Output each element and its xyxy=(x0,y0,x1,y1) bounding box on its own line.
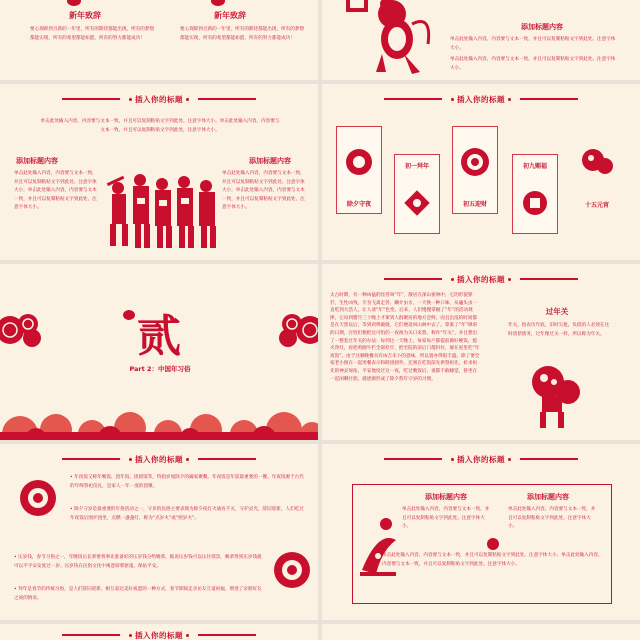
cloud-ornament-icon xyxy=(272,310,318,350)
right-heading: 添加标题内容 xyxy=(249,157,291,165)
custom-bullet-2: • 除夕守岁是最重要的年俗活动之一，守岁的民俗主要表现为除夕夜灯火通宵不灭，守护灵光，辞旧迎新，人们吃过年夜饭后围炉团坐，点燃一盏盏灯，称为“点岁火”或“照岁火”。 xyxy=(70,507,304,521)
festival-card-2[interactable] xyxy=(394,154,440,234)
slide-thumbnail-customs-list[interactable] xyxy=(0,444,318,620)
slide-header xyxy=(322,92,640,106)
left-speech-title: 新年致辞 xyxy=(69,11,101,20)
right-body: 单击此处输入内容，内容要与文本一致，并且可以复制粘贴文字到此处。注意字体大小。 xyxy=(508,507,596,530)
custom-bullet-3: • 压岁钱，春节习俗之一，年晚饭后长辈要将事先准备好的压岁钱分给晚辈，据说压岁钱可以压住邪祟，晚辈得到压岁钱就可以平平安安度过一岁。压岁钱在民俗文化中寓意辟邪驱鬼，保佑平安。 xyxy=(14,555,262,569)
cloud-ornament-icon xyxy=(0,310,48,350)
festival-card-label: 十五元宵 xyxy=(584,202,609,209)
year-pass-title: 过年关 xyxy=(545,307,569,316)
right-speech-text: 要心现即到百新的一年里，所有的期待都能出现，所有的梦想都能实现，所有的希望都能如愿，所有的努力都能成功！ xyxy=(180,27,305,41)
slide-header xyxy=(0,92,318,106)
festival-card-1[interactable] xyxy=(336,126,382,214)
papercut-lion-icon xyxy=(579,144,615,180)
festival-card-label: 初一拜年 xyxy=(404,163,429,170)
festival-card-label: 除夕守夜 xyxy=(346,201,371,208)
papercut-line-1: 单击此处输入内容，内容要与文本一致，并且可以复制粘贴文字到此处。注意字体大小。 xyxy=(450,37,616,51)
left-body: 单击此处输入内容，内容要与文本一致，并且可以复制粘贴文字到此处。注意字体大小，单击此处输入内容，内容要与文本一致，并且可以复制粘贴文字到此处，注意字体大小。 xyxy=(14,171,97,211)
slide-title: 插入你的标题 xyxy=(135,454,183,464)
lion-dance-papercut-icon xyxy=(522,362,588,432)
part-subtitle: Part 2：中国年习俗 xyxy=(129,365,191,373)
papercut-line-2: 单击此处输入内容，内容要与文本一致，并且可以复制粘贴文字到此处。注意字体大小。 xyxy=(450,57,616,71)
papercut-fan-icon xyxy=(18,478,58,518)
papercut-blessing-icon xyxy=(520,188,550,218)
slide-title: 插入你的标题 xyxy=(135,94,183,104)
papercut-subtitle: 添加标题内容 xyxy=(521,23,563,31)
slide-header xyxy=(322,452,640,466)
festival-card-3[interactable] xyxy=(452,126,498,214)
papercut-flower-icon xyxy=(344,147,374,177)
mouse-papercut-icon xyxy=(342,0,437,80)
slide-title: 插入你的标题 xyxy=(457,274,505,284)
festival-card-5[interactable] xyxy=(572,126,622,214)
wave-cloud-footer-icon xyxy=(0,394,318,440)
festival-card-4[interactable] xyxy=(512,154,558,234)
slide-thumbnail-partial-right[interactable] xyxy=(322,624,640,640)
slide-thumbnail-mouse-papercut[interactable] xyxy=(322,0,640,80)
slide-header xyxy=(322,272,640,286)
slide-thumbnail-musicians[interactable] xyxy=(0,84,318,260)
year-pass-text: 年关，指农历年底，旧时欠租、负债的人必须在这时清偿债务，过年像过关一样，所以称为年关。 xyxy=(508,323,610,337)
slide-header xyxy=(0,452,318,466)
lantern-icon xyxy=(66,0,82,8)
slide-thumbnail-new-year-speech[interactable] xyxy=(0,0,318,80)
legend-text: 太古时期，有一种凶猛的怪兽叫“年”，散居在深山密林中，它的形貌狰狞，生性凶残，专食飞禽走兽、鳞介虫豸，一天换一种口味，从磕头虫一直吃到大活人，让人谈“年”色变。后来，人们慢慢掌握了“年”的活动规律，它每到腊月三十晚上才窜到人群聚居的地方尝鲜，而且出没的时间都是在天黑以后，等到鸡鸣破晓，它们便返回山林中去了。算准了“年”肆虐的日期，百姓们便把这可怕的一夜视为关口来煞，称作“年关”，并且想出了一整套过年关的办法：每到这一天晚上，每家每户都提前做好晚饭，熄火净灶，再把鸡圈牛栏全部拴牢，把宅院的前后门都封住，躲在屋里吃“年夜饭”。由于这顿晚餐具有凶吉未卜的意味，所以置办得很丰盛，除了要全家老小围在一起用餐表示和睦团圆外，还须在吃饭前先供祭祖先，祈求祖先的神灵保佑，平安地度过这一夜，吃过晚饭后，谁都不敢睡觉，挤坐在一起闲聊壮胆。就逐渐形成了除夕熬年守岁的习惯。 xyxy=(330,293,480,382)
small-papercut-icon xyxy=(486,536,500,552)
intro-text: 单击此处输入内容，内容要与文本一致，并且可以复制粘贴文字到此处。注意字体大小。单击此处输入内容，内容要与文本一致，并且可以复制粘贴文字到此处，注意字体大小。 xyxy=(40,119,280,133)
right-heading: 添加标题内容 xyxy=(527,493,569,501)
slide-thumbnail-part-2[interactable] xyxy=(0,264,318,440)
festival-card-label: 初五迎财 xyxy=(462,201,487,208)
musicians-papercut-icon xyxy=(104,170,220,254)
part-number-character: 贰 xyxy=(137,311,181,362)
slide-thumbnail-year-pass[interactable] xyxy=(322,264,640,440)
left-speech-text: 要心现即到百新的一年里，所有的期待都能出现，所有的梦想都能实现，所有的希望都能如愿，所有的努力都能成功！ xyxy=(30,27,155,41)
right-speech-title: 新年致辞 xyxy=(214,11,246,20)
slide-title: 插入你的标题 xyxy=(457,94,505,104)
papercut-wealth-icon xyxy=(459,146,491,178)
left-heading: 添加标题内容 xyxy=(425,493,467,501)
custom-bullet-4: • 拜年是春节的传统习俗，是人们辞旧迎新、相互表达美好祝愿的一种方式，春节期间走亲访友互道祝福，增进了亲朋好友之间的情谊。 xyxy=(14,587,262,601)
slide-title: 插入你的标题 xyxy=(135,630,183,640)
right-body: 单击此处输入内容，内容要与文本一致，并且可以复制粘贴文字到此处。注意字体大小，单击此处输入内容，内容要与文本一致，并且可以复制粘贴文字到此处，注意字体大小。 xyxy=(222,171,305,211)
left-heading: 添加标题内容 xyxy=(16,157,58,165)
slide-thumbnail-festival-cards[interactable] xyxy=(322,84,640,260)
bottom-body: 单击此处输入内容，内容要与文本一致，并且可以复制粘贴文字到此处。注意字体大小。单击此处输入内容，内容要与文本一致，并且可以复制粘贴文字到此处。注意字体大小。 xyxy=(382,553,603,567)
left-body: 单击此处输入内容，内容要与文本一致，并且可以复制粘贴文字到此处。注意字体大小。 xyxy=(402,507,490,530)
custom-bullet-1: • 年夜饭又称年晚饭、团年饭、团圆饭等，特指岁尾除夕的阖家聚餐。年夜饭是年前最重要的一餐。年夜饭源于古代的年终祭祀仪礼，是家人一年一度的团聚。 xyxy=(70,475,304,489)
slide-thumbnail-framed-content[interactable] xyxy=(322,444,640,620)
slide-header xyxy=(0,628,318,640)
lantern-icon xyxy=(210,0,226,8)
papercut-fan-icon xyxy=(272,550,312,590)
slide-thumbnail-partial-left[interactable] xyxy=(0,624,318,640)
festival-card-label: 初九赐福 xyxy=(522,163,547,170)
slide-title: 插入你的标题 xyxy=(457,454,505,464)
papercut-crane-icon xyxy=(356,510,400,580)
papercut-fish-icon xyxy=(402,188,432,218)
